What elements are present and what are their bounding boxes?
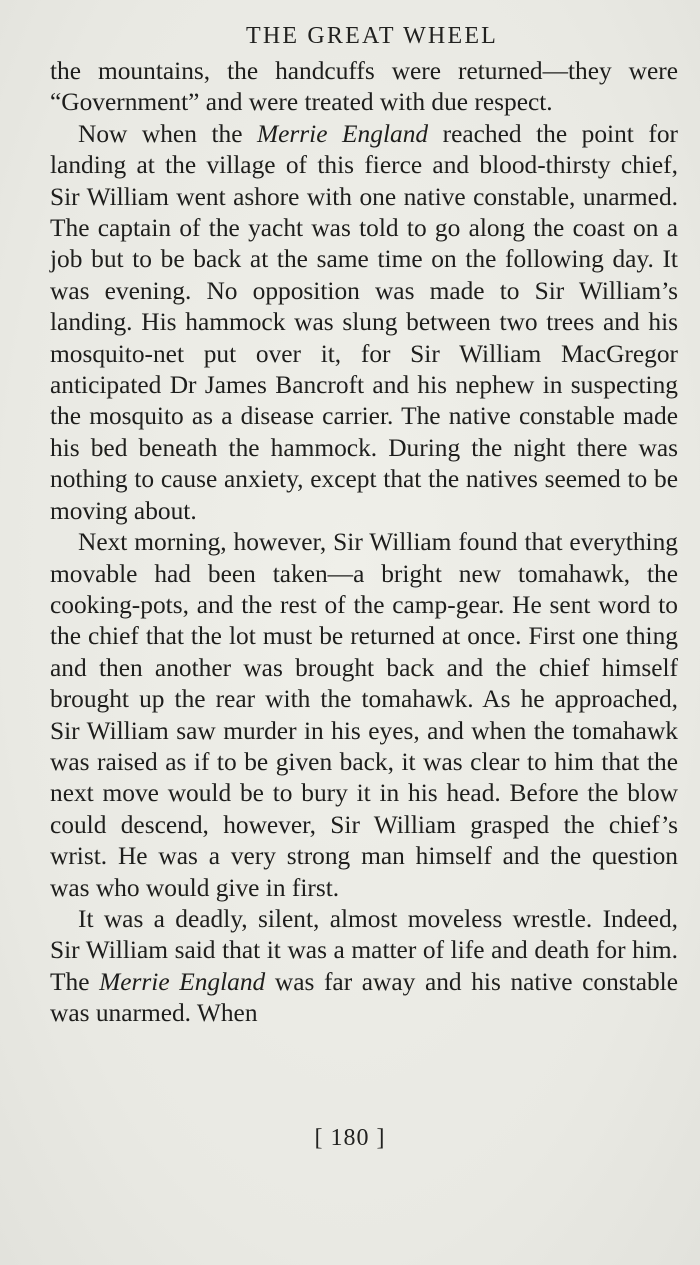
text-run: was far away and his native constable was unarmed. When <box>50 967 678 1028</box>
ship-name: Merrie England <box>99 967 266 996</box>
paragraph-3 <box>50 527 678 904</box>
page-number: [ 180 ] <box>314 1125 386 1151</box>
text-run: reached the point for landing at the village of this fierce and blood-thirsty chief, Sir William went ashore with one native constable, unarmed. The captain of the yacht was told to go along the coast on a job but to be back at the same time on the following day. It was evening. No opposition was made to Sir William’s landing. His hammock was slung between two trees and his mosquito-net put over it, for Sir William MacGregor anticipated Dr James Bancroft and his nephew in suspecting the mosquito as a disease carrier. The native constable made his bed beneath the hammock. During the night there was nothing to cause anxiety, except that the natives seemed to be moving about. <box>50 119 678 525</box>
text-run: the mountains, the handcuffs were returned—they were “Government” and were treated with due respect. <box>50 57 678 117</box>
body-text <box>50 56 678 1030</box>
text-run: It was a deadly, silent, almost moveless wrestle. Indeed, Sir William said that it was a matter of life and death for him. The <box>50 904 678 996</box>
running-head: THE GREAT WHEEL <box>245 23 499 49</box>
text-run: Now when the <box>78 119 257 148</box>
paragraph-1 <box>50 56 678 119</box>
paragraph-4 <box>50 904 678 1030</box>
ship-name: Merrie England <box>257 119 429 148</box>
text-run: Next morning, however, Sir William found that everything movable had been taken—a bright new tomahawk, the cooking-pots, and the rest of the camp-gear. He sent word to the chief that the lot must be returned at once. First one thing and then another was brought back and the chief himself brought up the rear with the tomahawk. As he approached, Sir William saw murder in his eyes, and when the tomahawk was raised as if to be given back, it was clear to him that the next move would be to bury it in his head. Before the blow could descend, however, Sir William grasped the chief’s wrist. He was a very strong man himself and the question was who would give in first. <box>50 528 678 902</box>
paragraph-2 <box>50 119 678 527</box>
